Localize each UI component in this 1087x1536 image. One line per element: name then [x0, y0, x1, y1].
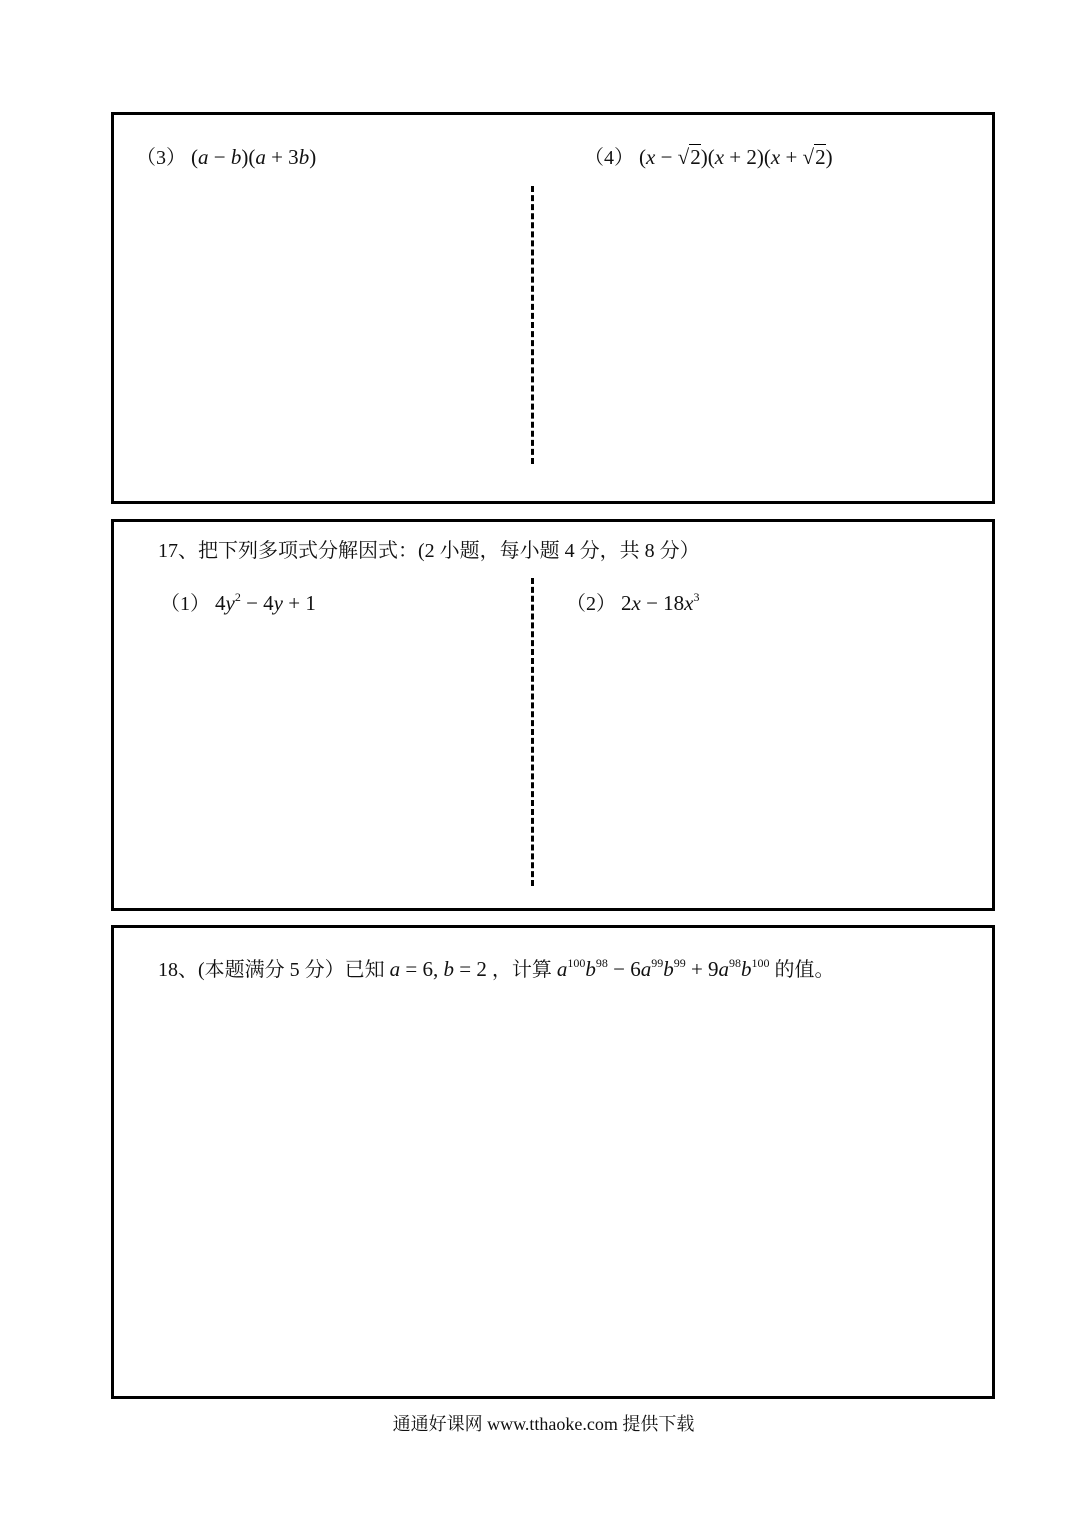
problem-18-expression: $a^{100}b^{98} - 6a^{99}b^{99} + 9a^{98}b^{100}$	[556, 956, 770, 981]
answer-box-problems-3-4	[111, 112, 995, 504]
problem-18	[158, 957, 835, 982]
problem-18-middle: ，计算	[491, 959, 552, 981]
problem-17-1	[160, 591, 316, 616]
problem-4-label: （4）	[584, 147, 634, 169]
column-divider	[531, 578, 534, 886]
problem-17-heading: 17、把下列多项式分解因式：(2 小题，每小题 4 分，共 8 分）	[158, 540, 700, 562]
problem-4-expression: (x − √2)(x + 2)(x + √2)	[639, 145, 833, 169]
answer-box-problem-17	[111, 519, 995, 911]
problem-3-label: （3）	[136, 147, 186, 169]
problem-3	[136, 145, 316, 170]
problem-4	[584, 145, 833, 170]
problem-17-2-label: （2）	[566, 593, 616, 615]
problem-17-1-expression: $4y^2 - 4y + 1$	[215, 590, 316, 615]
problem-17-2	[566, 591, 700, 616]
problem-18-prefix: 18、(本题满分 5 分）已知	[158, 959, 385, 981]
problem-17-1-label: （1）	[160, 593, 210, 615]
footer-credit: 通通好课网 www.tthaoke.com 提供下载	[392, 1414, 695, 1434]
column-divider	[531, 186, 534, 464]
problem-3-expression: (a − b)(a + 3b)	[191, 145, 317, 169]
problem-18-given: a = 6, b = 2	[389, 957, 487, 981]
problem-17-2-expression: $2x - 18x^3$	[621, 590, 700, 615]
answer-box-problem-18	[111, 925, 995, 1399]
problem-18-suffix: 的值。	[774, 959, 835, 981]
